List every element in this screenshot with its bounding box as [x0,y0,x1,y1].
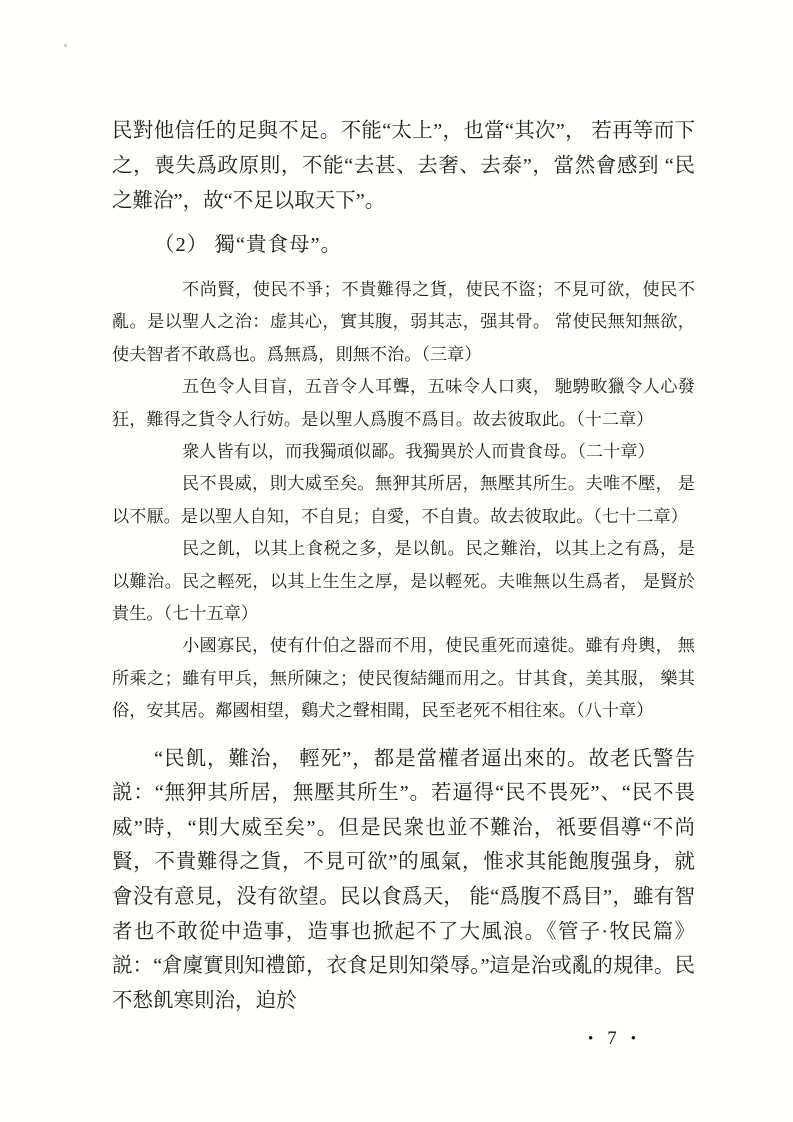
quote-text: 小國寡民，使有什伯之器而不用，使民重死而遠徙。雖有舟輿， 無所乘之；雖有甲兵，無所陳之；使民復結繩而用之。甘其食，美其服， 樂其俗，安其居。鄰國相望，鷄犬之聲相聞，民至老死不相往來。 [112,636,695,721]
quote-text: 衆人皆有以，而我獨頑似鄙。我獨異於人而貴食母。 [182,442,578,462]
commentary-paragraph: “民飢，難治， 輕死”，都是當權者逼出來的。故老氏警告説：“無狎其所居，無壓其所生”。若逼得“民不畏死”、“民不畏威”時，“則大威至矣”。但是民衆也並不難治，衹要倡導“不尚賢，不貴難得之貨，不見可欲”的風氣，惟求其能飽腹强身，就會没有意見，没有欲望。民以食爲天， 能“爲腹不爲目”，雖有智者也不敢從中造事，造事也掀起不了大風浪。《管子·牧民篇》説：“倉廩實則知禮節，衣食足則知榮辱。”這是治或亂的規律。民不愁飢寒則治，迫於 [112,747,695,1012]
chapter-ref: （七十五章） [163,604,259,624]
quote-text: 不尚賢，使民不爭；不貴難得之貨，使民不盜；不見可欲，使民不亂。是以聖人之治：虚其心，實其腹，弱其志，强其骨。 常使民無知無欲，使夫智者不敢爲也。爲無爲，則無不治。 [112,280,695,364]
quote-text: 民之飢，以其上食税之多，是以飢。民之難治，以其上之有爲，是以難治。民之輕死，以其上生生之厚，是以輕死。夫唯無以生爲者， 是賢於貴生。 [112,539,695,624]
quote-paragraph-chapter-80 [112,630,695,727]
quote-text: 五色令人目盲，五音令人耳聾，五味令人口爽， 馳騁畋獵令人心發狂，難得之貨令人行妨。是以聖人爲腹不爲目。故去彼取此。 [112,377,695,429]
laozi-quote-block [112,274,695,728]
chapter-ref: （三章） [421,344,482,364]
chapter-ref: （十二章） [576,409,654,429]
chapter-ref: （七十二章） [593,506,688,526]
main-text-column [112,114,695,1018]
chapter-ref: （八十章） [576,701,654,721]
footer-dot-left: • [588,1030,594,1047]
quote-paragraph-chapter-20 [112,436,695,468]
section-heading: （2） 獨“貴食母”。 [154,234,343,256]
quote-text: 民不畏威，則大威至矣。無狎其所居，無壓其所生。夫唯不壓， 是以不厭。是以聖人自知，不自見；自愛，不自貴。故去彼取此。 [112,474,695,526]
quote-paragraph-chapter-72 [112,468,695,533]
quote-paragraph-chapter-3 [112,274,695,371]
page-number-value: 7 [607,1028,617,1049]
page-number [588,1028,636,1050]
scan-speck [64,44,67,47]
continuation-paragraph: 民對他信任的足與不足。不能“太上”，也當“其次”， 若再等而下之，喪失爲政原則，不能“去甚、去奢、去泰”，當然會感到 “民之難治”，故“不足以取天下”。 [112,120,695,212]
chapter-ref: （二十章） [577,442,655,462]
footer-dot-right: • [630,1030,637,1047]
quote-paragraph-chapter-12 [112,371,695,436]
quote-paragraph-chapter-75 [112,533,695,630]
